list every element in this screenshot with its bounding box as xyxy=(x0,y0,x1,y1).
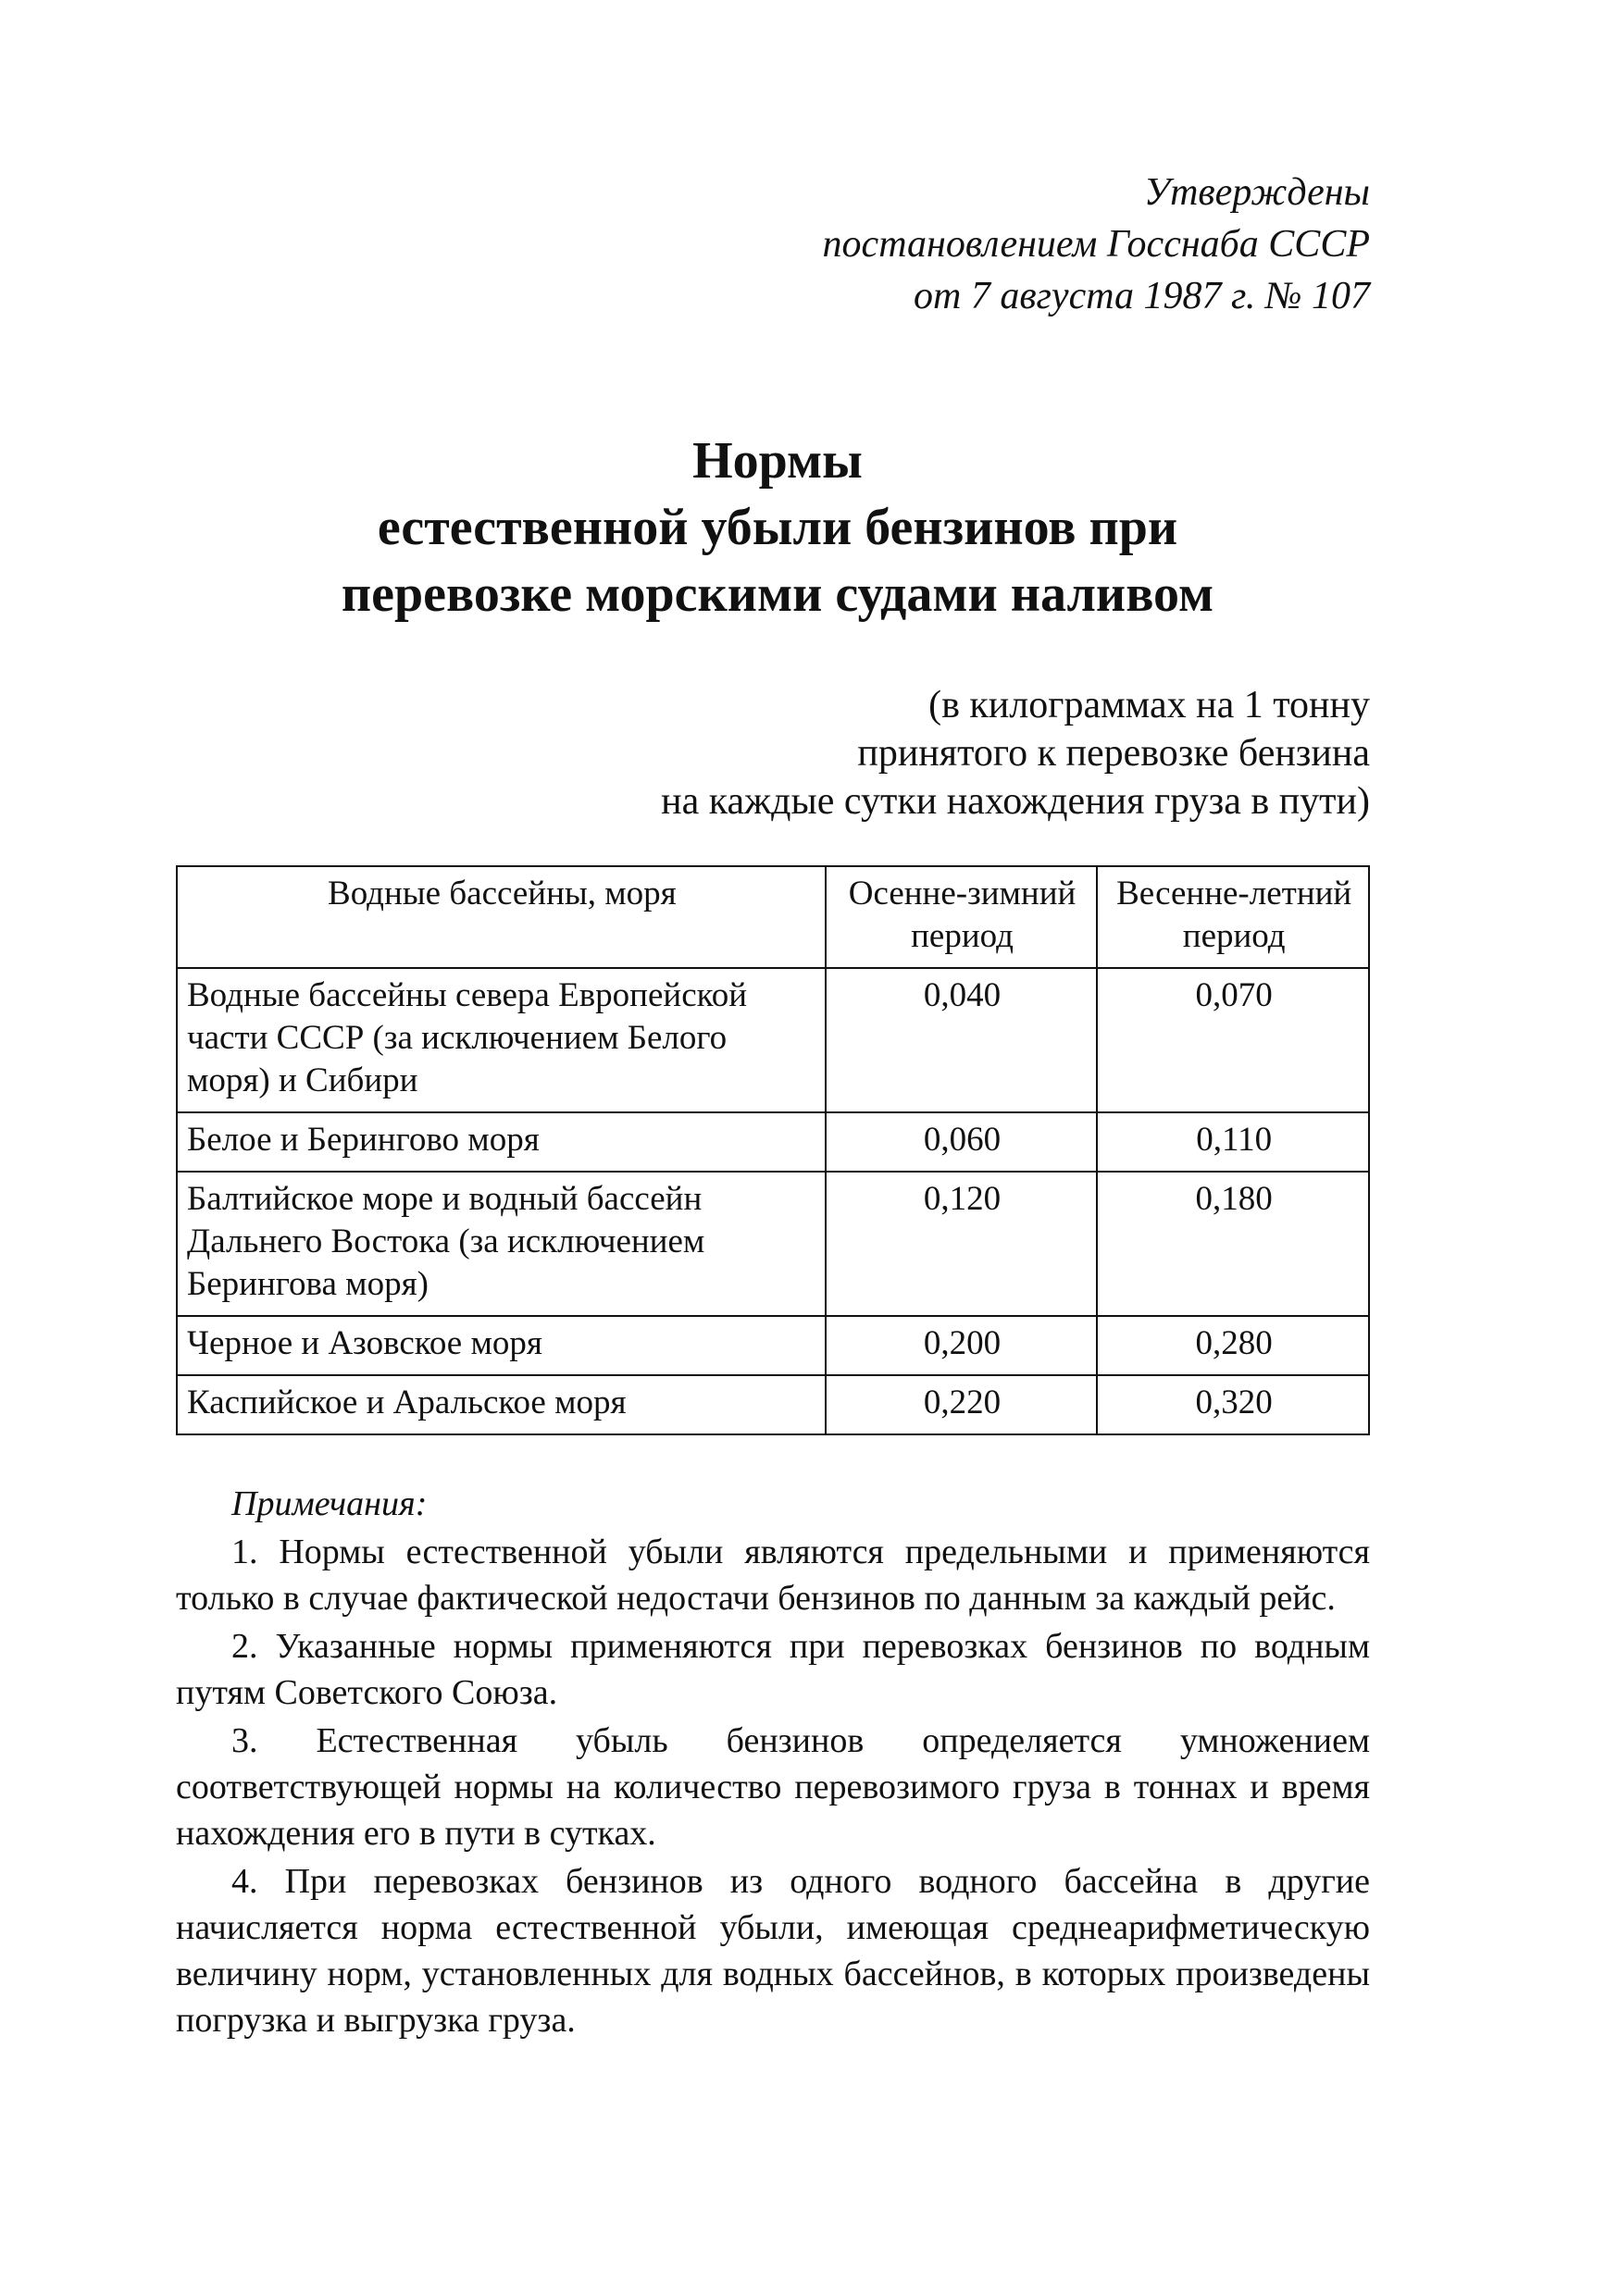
note-item-3: 3. Естественная убыль бензинов определяется умножением соответствующей нормы на количество перевозимого груза в тоннах и время нахождения его в пути в сутках. xyxy=(176,1721,1370,1853)
header-region: Водные бассейны, моря xyxy=(177,866,826,968)
note-item-4: 4. При перевозках бензинов из одного водного бассейна в другие начисляется норма естественной убыли, имеющая среднеарифметическую величину норм, установленных для водных бассейнов, в которых произведены погрузка и выгрузка груза. xyxy=(176,1862,1370,2040)
table-row xyxy=(177,1172,1369,1316)
region-cell: Каспийское и Аральское моря xyxy=(177,1375,826,1434)
spring-summer-cell: 0,070 xyxy=(1097,968,1369,1112)
units-line-2: принятого к перевозке бензина xyxy=(857,732,1370,775)
title-line-3: перевозке морскими судами наливом xyxy=(341,565,1214,623)
approval-line-2: постановлением Госснаба СССР xyxy=(822,223,1370,266)
header-spring-summer: Весенне-летний период xyxy=(1097,866,1369,968)
region-cell: Черное и Азовское моря xyxy=(177,1316,826,1375)
units-line-3: на каждые сутки нахождения груза в пути) xyxy=(661,780,1370,823)
notes-title: Примечания: xyxy=(231,1484,428,1523)
units-line-1: (в килограммах на 1 тонну xyxy=(928,684,1370,726)
table-header-row xyxy=(177,866,1369,968)
autumn-winter-cell: 0,060 xyxy=(826,1112,1098,1172)
title-line-1: Нормы xyxy=(692,432,863,490)
approval-line-3: от 7 августа 1987 г. № 107 xyxy=(913,275,1370,317)
norms-table xyxy=(176,865,1370,1435)
autumn-winter-cell: 0,220 xyxy=(826,1375,1098,1434)
region-cell: Балтийское море и водный бассейн Дальнего Востока (за исключением Берингова моря) xyxy=(177,1172,826,1316)
autumn-winter-cell: 0,200 xyxy=(826,1316,1098,1375)
spring-summer-cell: 0,320 xyxy=(1097,1375,1369,1434)
autumn-winter-cell: 0,120 xyxy=(826,1172,1098,1316)
header-autumn-winter: Осенне-зимний период xyxy=(826,866,1098,968)
notes-section xyxy=(176,1481,1370,2045)
units-note xyxy=(518,681,1370,825)
table-row xyxy=(177,1375,1369,1434)
spring-summer-cell: 0,110 xyxy=(1097,1112,1369,1172)
approval-line-1: Утверждены xyxy=(1143,171,1370,214)
note-item-2: 2. Указанные нормы применяются при перевозках бензинов по водным путям Советского Союза. xyxy=(176,1627,1370,1712)
document-title xyxy=(176,428,1379,627)
region-cell: Белое и Берингово моря xyxy=(177,1112,826,1172)
region-cell: Водные бассейны севера Европейской части СССР (за исключением Белого моря) и Сибири xyxy=(177,968,826,1112)
table-row xyxy=(177,968,1369,1112)
table-row xyxy=(177,1112,1369,1172)
note-item-1: 1. Нормы естественной убыли являются предельными и применяются только в случае фактической недостачи бензинов по данным за каждый рейс. xyxy=(176,1533,1370,1618)
approval-stamp xyxy=(648,167,1370,322)
spring-summer-cell: 0,280 xyxy=(1097,1316,1369,1375)
autumn-winter-cell: 0,040 xyxy=(826,968,1098,1112)
spring-summer-cell: 0,180 xyxy=(1097,1172,1369,1316)
title-line-2: естественной убыли бензинов при xyxy=(377,499,1178,556)
table-row xyxy=(177,1316,1369,1375)
